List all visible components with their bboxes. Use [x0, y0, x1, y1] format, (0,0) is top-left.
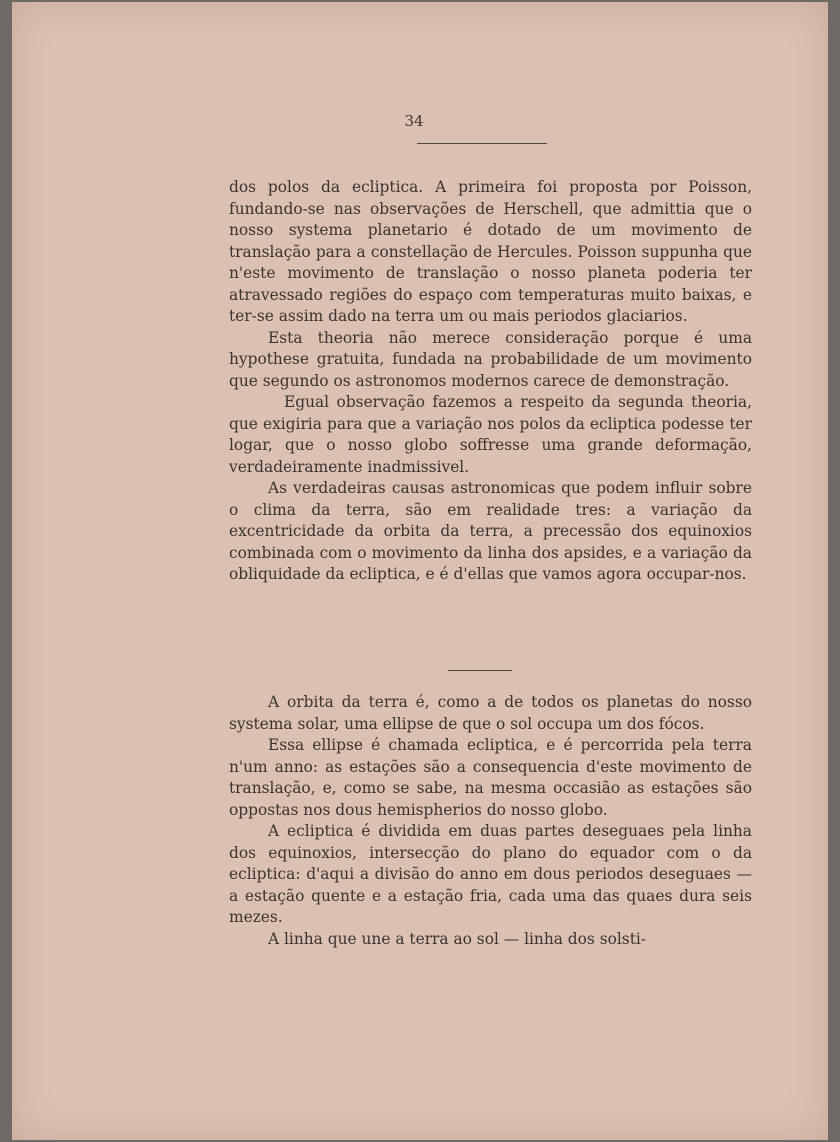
- paragraph: As verdadeiras causas astronomicas que podem influir sobre o clima da terra, são em realidade tres: a variação da excentricidade da orbita da terra, a precessão dos equinoxios combinada com o movimento da linha dos apsides, e a variação da obliquidade da ecliptica, e é d'ellas que vamos agora occupar-nos.: [229, 479, 752, 583]
- text-section-1: [229, 177, 752, 586]
- paragraph: A orbita da terra é, como a de todos os planetas do nosso systema solar, uma ellipse de que o sol occupa um dos fócos.: [229, 693, 752, 733]
- section-divider: [448, 670, 512, 671]
- paragraph: Esta theoria não merece consideração porque é uma hypothese gratuita, fundada na probabilidade de um movimento que segundo os astronomos modernos carece de demonstração.: [229, 328, 752, 390]
- text-section-2: [229, 692, 752, 950]
- book-page: [12, 2, 828, 1140]
- paragraph: A linha que une a terra ao sol — linha dos solsti-: [268, 929, 647, 948]
- header-rule: [417, 143, 547, 144]
- page-number: 34: [404, 112, 424, 130]
- paragraph: Essa ellipse é chamada ecliptica, e é percorrida pela terra n'um anno: as estações são a consequencia d'este movimento de translação, e, como se sabe, na mesma occasião as estações são oppostas nos dous hemispherios do nosso globo.: [229, 736, 752, 819]
- paragraph: dos polos da ecliptica. A primeira foi proposta por Poisson, fundando-se nas observações de Herschell, que admittia que o nosso systema planetario é dotado de um movimento de translação para a constellação de Hercules. Poisson suppunha que n'este movimento de translação o nosso planeta poderia ter atravessado regiões do espaço com temperaturas muito baixas, e ter-se assim dado na terra um ou mais periodos glaciarios.: [229, 178, 752, 325]
- paragraph: Egual observação fazemos a respeito da segunda theoria, que exigiria para que a variação nos polos da ecliptica podesse ter logar, que o nosso globo soffresse uma grande deformação, verdadeiramente inadmissivel.: [229, 393, 752, 476]
- paragraph: A ecliptica é dividida em duas partes deseguaes pela linha dos equinoxios, intersecção do plano do equador com o da ecliptica: d'aqui a divisão do anno em dous periodos deseguaes — a estação quente e a estação fria, cada uma das quaes dura seis mezes.: [229, 822, 752, 926]
